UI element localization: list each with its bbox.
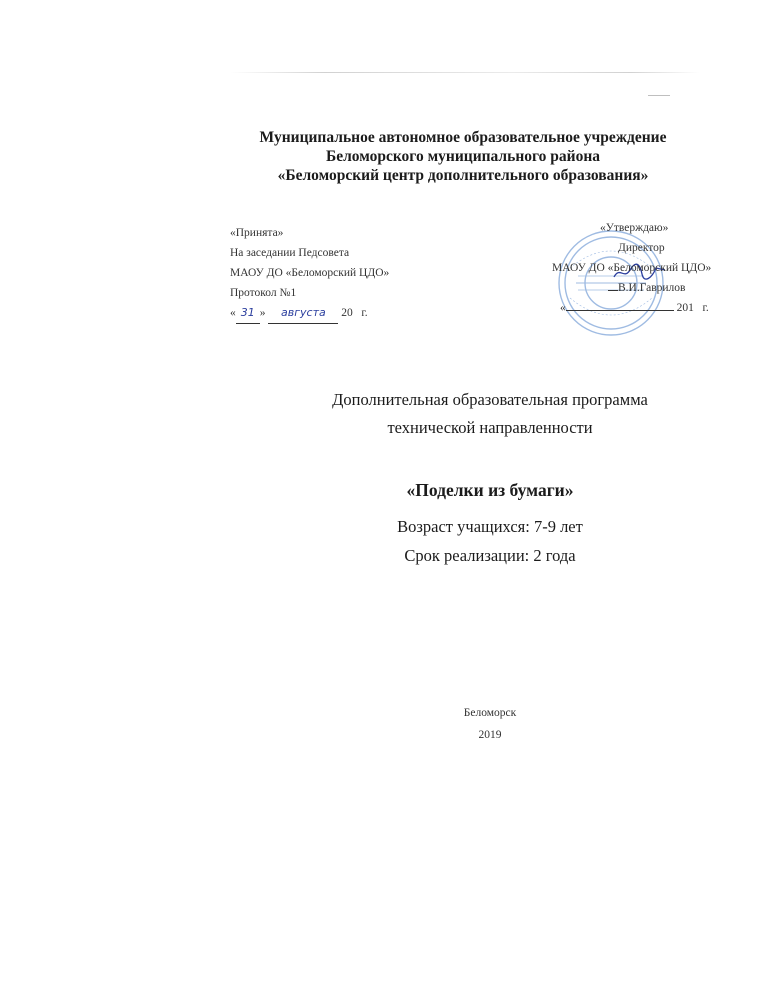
scan-artifact-dash [648, 95, 670, 96]
date-open-quote: « [230, 307, 236, 319]
program-title-line-2: технической направленности [387, 418, 593, 437]
date-suffix: г. [361, 307, 368, 319]
approved-title: «Утверждаю» [600, 222, 669, 234]
date-close-quote: » [259, 307, 266, 319]
accepted-org: МАОУ ДО «Беломорский ЦДО» [230, 267, 390, 279]
organization-line-2: Беломорского муниципального района [325, 148, 601, 165]
organization-line-3: «Беломорский центр дополнительного образования» [277, 167, 649, 184]
scan-artifact-line [230, 72, 700, 73]
course-info [230, 512, 750, 570]
date-month-field: августа [268, 303, 338, 324]
director-signature-line [608, 290, 618, 291]
organization-line-1: Муниципальное автономное образовательное учреждение [259, 129, 667, 146]
approved-org: МАОУ ДО «Беломорский ЦДО» [552, 262, 712, 274]
accepted-date [230, 303, 389, 324]
city-year [230, 702, 750, 746]
accepted-title: «Принята» [230, 227, 284, 239]
approved-director-line [540, 278, 750, 298]
organization-header [180, 128, 746, 185]
approved-date-open-quote: « [560, 302, 566, 314]
program-duration: Срок реализации: 2 года [404, 546, 576, 565]
course-name: «Поделки из бумаги» [406, 480, 574, 500]
accepted-meeting: На заседании Педсовета [230, 247, 350, 259]
approved-date-year: 201 [676, 302, 694, 314]
approved-date [540, 298, 750, 318]
city: Беломорск [463, 707, 517, 719]
approved-position: Директор [618, 242, 665, 254]
approved-name: В.И.Гаврилов [618, 282, 686, 294]
program-title [230, 386, 750, 442]
year: 2019 [478, 729, 502, 741]
date-day-field: 31 [236, 303, 260, 324]
date-year: 20 [341, 307, 353, 319]
approved-date-suffix: г. [702, 302, 709, 314]
accepted-protocol: Протокол №1 [230, 287, 297, 299]
student-age: Возраст учащихся: 7-9 лет [397, 517, 583, 536]
program-title-line-1: Дополнительная образовательная программа [332, 390, 648, 409]
approved-block [540, 218, 750, 318]
accepted-block [230, 223, 389, 324]
approved-date-field [566, 310, 674, 311]
